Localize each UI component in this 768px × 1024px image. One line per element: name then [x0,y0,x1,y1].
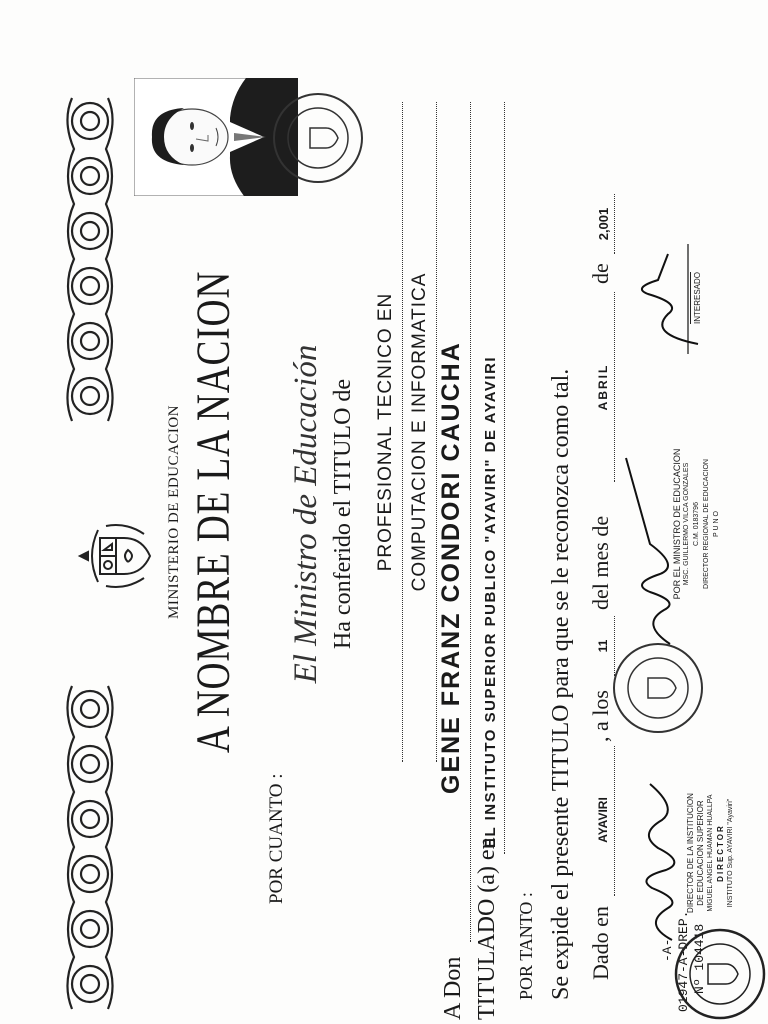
place-rule [614,746,615,896]
ministry-caption [672,424,722,624]
expide-text: Se expide el presente TITULO para que se le reconozca como tal. [548,368,574,1000]
serial-line-1: -A- [660,938,675,962]
dado-en-label: Dado en [588,906,613,980]
title-line-1-rule [402,102,403,762]
year-rule [614,194,615,254]
recipient-name: GENE FRANZ CONDORI CAUCHA [437,341,465,794]
ministry-line-3: C.M. 0183796 [693,502,700,546]
center-seal-icon [610,640,706,736]
director-line-1: DIRECTOR DE LA INSTITUCION [686,793,695,913]
interesado-signature-icon [628,234,718,364]
serial-line-2: 01947-A-DREP. [676,910,691,1012]
ministry-line-1: POR EL MINISTRO DE EDUCACION [672,448,682,600]
director-line-2: DE EDUCACION SUPERIOR [696,800,705,906]
director-line-4: DIRECTOR [716,824,725,882]
coat-of-arms-icon [76,520,156,592]
ministry-line-4: DIRECTOR REGIONAL DE EDUCACION [703,459,710,589]
conferido-label: Ha conferido el TITULO de [330,378,356,650]
ministry-line-5: P U N O [713,511,720,537]
director-line-3: MIGUEL ANGEL HUAMAN HUALLPA [707,794,714,912]
recipient-label: A Don [440,956,466,1020]
director-caption [686,778,736,928]
a-los-label: , a los [588,690,613,742]
interesado-label: INTERESADO [690,272,702,324]
minister-script: El Ministro de Educación [288,344,324,684]
certificate-title: A NOMBRE DE LA NACION [187,270,240,754]
date-year: 2,001 [596,207,611,241]
ministry-label: MINISTERIO DE EDUCACION [166,405,182,619]
institution-name: EL INSTITUTO SUPERIOR PUBLICO "AYAVIRI" DE AYAVIRI [482,355,499,848]
ornament-left-icon [64,684,116,1014]
director-signature-icon [632,774,692,944]
por-cuanto-label: POR CUANTO : [266,773,287,904]
title-line-1: PROFESIONAL TECNICO EN [375,292,396,572]
director-line-5: INSTITUTO Sup. AYAVIRI "Ayaviri" [727,798,734,908]
serial-line-3: Nº 104418 [692,923,707,994]
ministry-line-2: MSC. GUILLERMO VILCA GONZALES [683,462,690,586]
date-place: AYAVIRI [596,797,610,843]
de-label: de [588,263,613,284]
month-rule [614,292,615,482]
photo-seal-icon [270,90,366,186]
date-day: 11 [596,639,610,653]
date-month: ABRIL [596,363,610,411]
ornament-right-icon [64,96,116,426]
recipient-rule [470,102,471,942]
institution-rule [504,102,505,854]
del-mes-label: del mes de [588,515,613,610]
por-tanto-label: POR TANTO : [516,892,536,1000]
institution-label: TITULADO (a) en [474,837,500,1020]
title-line-2: COMPUTACION E INFORMATICA [409,272,430,592]
